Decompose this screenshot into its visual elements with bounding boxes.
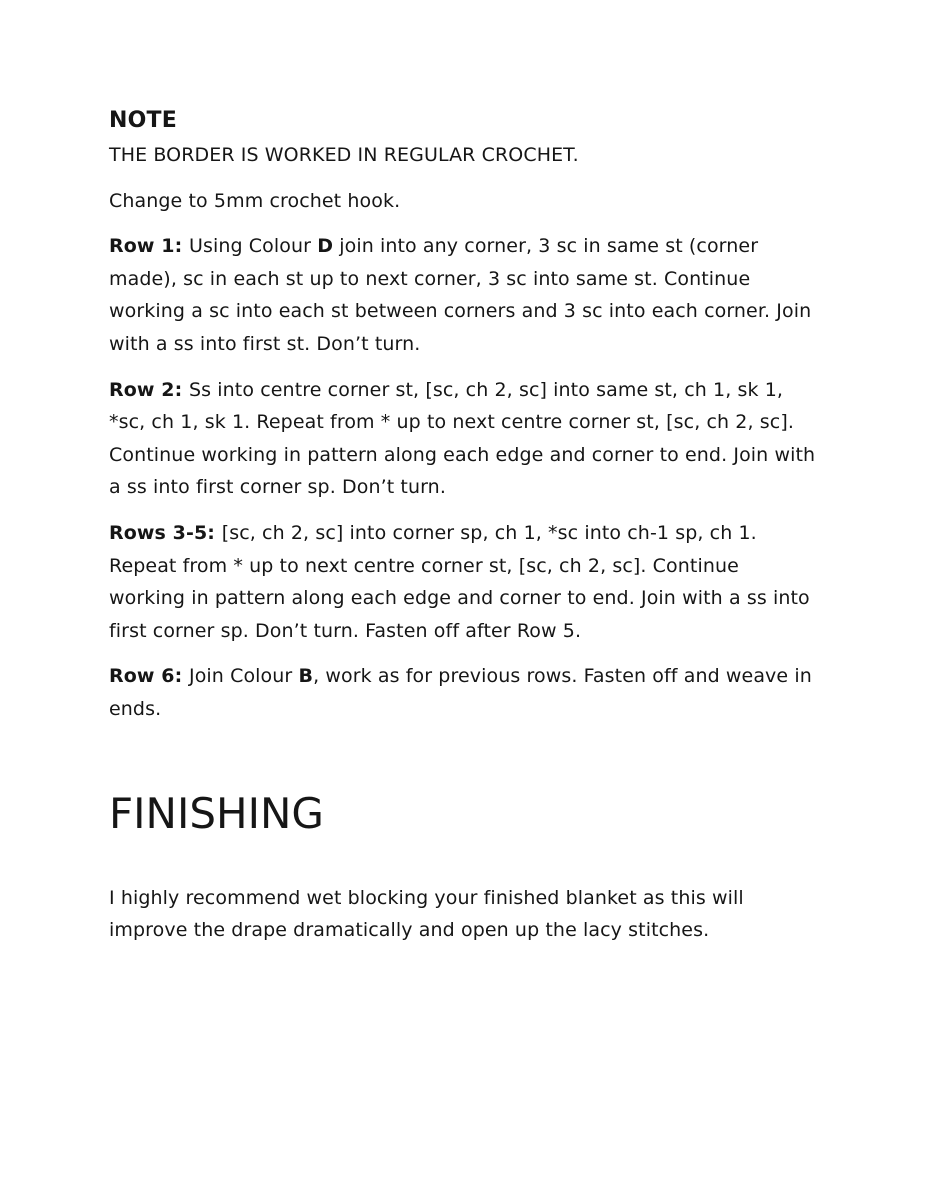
row-2-paragraph: Row 2: Ss into centre corner st, [sc, ch 2, sc] into same st, ch 1, sk 1, *sc, ch 1, sk 1. Repeat from * up to next centre corner st, [sc, ch 2, sc]. Continue working in pattern along each edge and corner to end. Join with a ss into first corner sp. Don’t turn. (109, 378, 816, 499)
finishing-paragraph: I highly recommend wet blocking your finished blanket as this will improve the drape dramatically and open up the lacy stitches. (109, 886, 744, 942)
row-6-paragraph: Row 6: Join Colour B, work as for previous rows. Fasten off and weave in ends. (109, 665, 812, 720)
finishing-heading: FINISHING (109, 788, 324, 838)
note-subheading: THE BORDER IS WORKED IN REGULAR CROCHET. (109, 144, 579, 166)
rows-3-5-paragraph: Rows 3-5: [sc, ch 2, sc] into corner sp, ch 1, *sc into ch-1 sp, ch 1. Repeat from * up to next centre corner st, [sc, ch 2, sc]. Continue working in pattern along each edge and corner to end. Join with a ss into first corner sp. Don’t turn. Fasten off after Row 5. (109, 521, 810, 642)
note-heading: NOTE (109, 108, 177, 133)
hook-instruction: Change to 5mm crochet hook. (109, 189, 401, 212)
page-content (109, 106, 821, 947)
row-1-paragraph: Row 1: Using Colour D join into any corner, 3 sc in same st (corner made), sc in each st up to next corner, 3 sc into same st. Continue working a sc into each st between corners and 3 sc into each corner. Join with a ss into first st. Don’t turn. (109, 235, 812, 355)
